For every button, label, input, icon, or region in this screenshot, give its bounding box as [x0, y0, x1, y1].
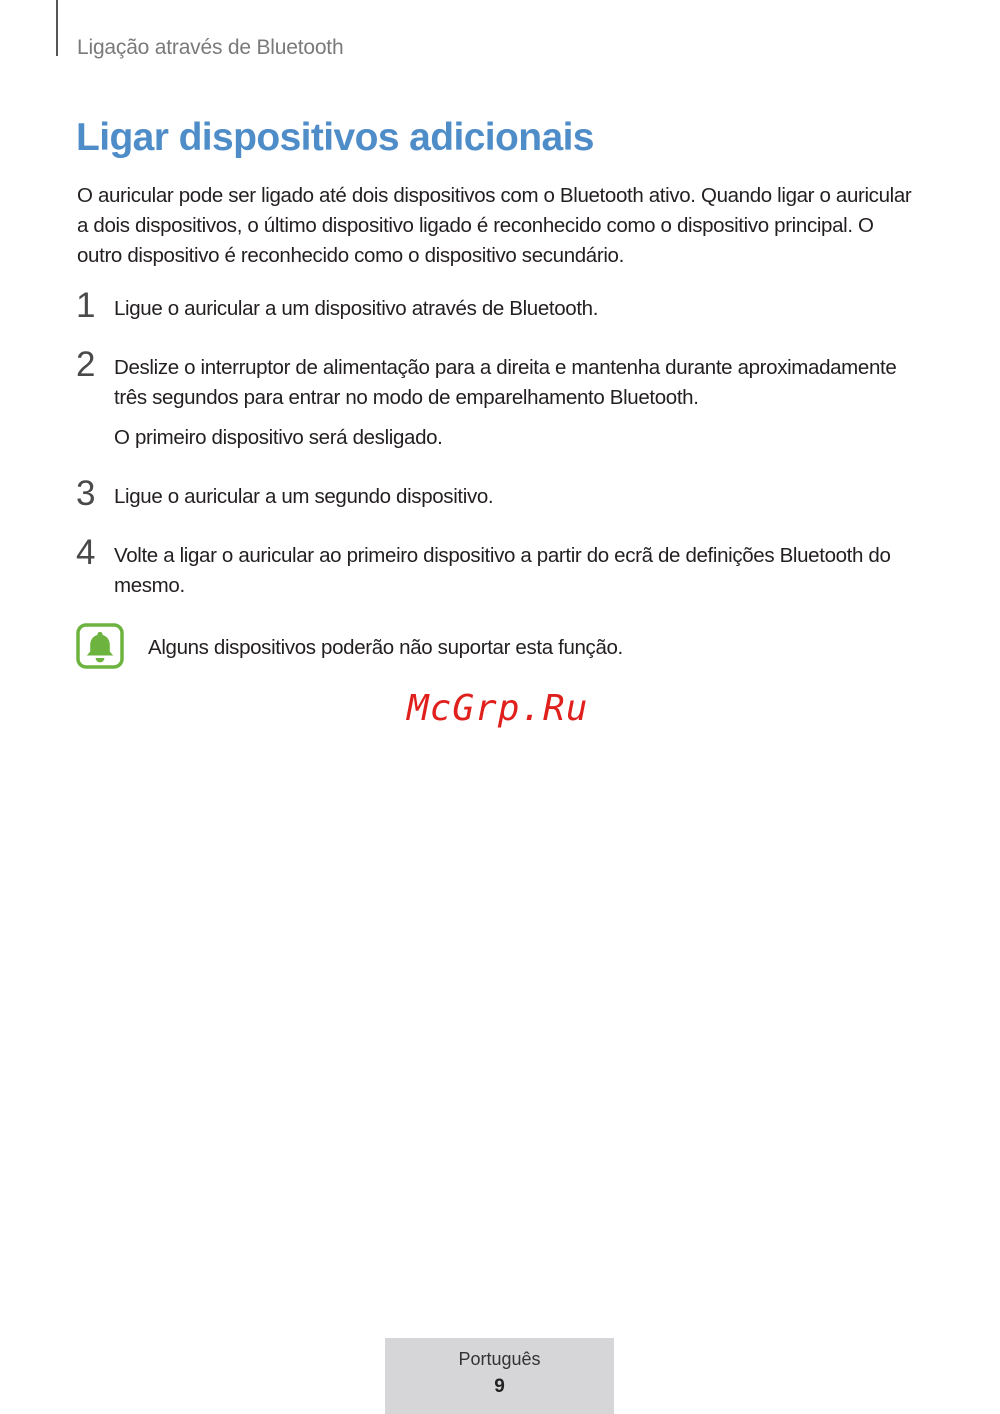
- section-title: Ligar dispositivos adicionais: [76, 116, 594, 159]
- step-number: 2: [76, 345, 96, 384]
- step-number: 4: [76, 533, 96, 572]
- page-footer: [385, 1338, 614, 1414]
- step-number: 1: [76, 286, 96, 325]
- step-number: 3: [76, 474, 96, 513]
- step-text: Ligue o auricular a um dispositivo através de Bluetooth.: [114, 297, 599, 320]
- page-number: 9: [494, 1376, 505, 1397]
- step-text: Ligue o auricular a um segundo dispositivo.: [114, 485, 494, 508]
- note-text: Alguns dispositivos poderão não suportar esta função.: [148, 636, 623, 659]
- footer-language: Português: [458, 1349, 541, 1369]
- step-note: O primeiro dispositivo será desligado.: [114, 426, 443, 449]
- running-header: Ligação através de Bluetooth: [77, 36, 344, 59]
- bell-icon: [76, 623, 124, 669]
- intro-paragraph: O auricular pode ser ligado até dois dispositivos com o Bluetooth ativo. Quando ligar o auricular a dois dispositivos, o último dispositivo ligado é reconhecido como o dispositivo principal. O outro dispositivo é reconhecido como o dispositivo secundário.: [77, 184, 912, 267]
- step-text: Volte a ligar o auricular ao primeiro dispositivo a partir do ecrã de definições Bluetooth do mesmo.: [114, 544, 891, 597]
- watermark: McGrp.Ru: [407, 688, 589, 729]
- header-divider: [56, 0, 58, 56]
- step-text: Deslize o interruptor de alimentação para a direita e mantenha durante aproximadamente três segundos para entrar no modo de emparelhamento Bluetooth.: [114, 356, 897, 409]
